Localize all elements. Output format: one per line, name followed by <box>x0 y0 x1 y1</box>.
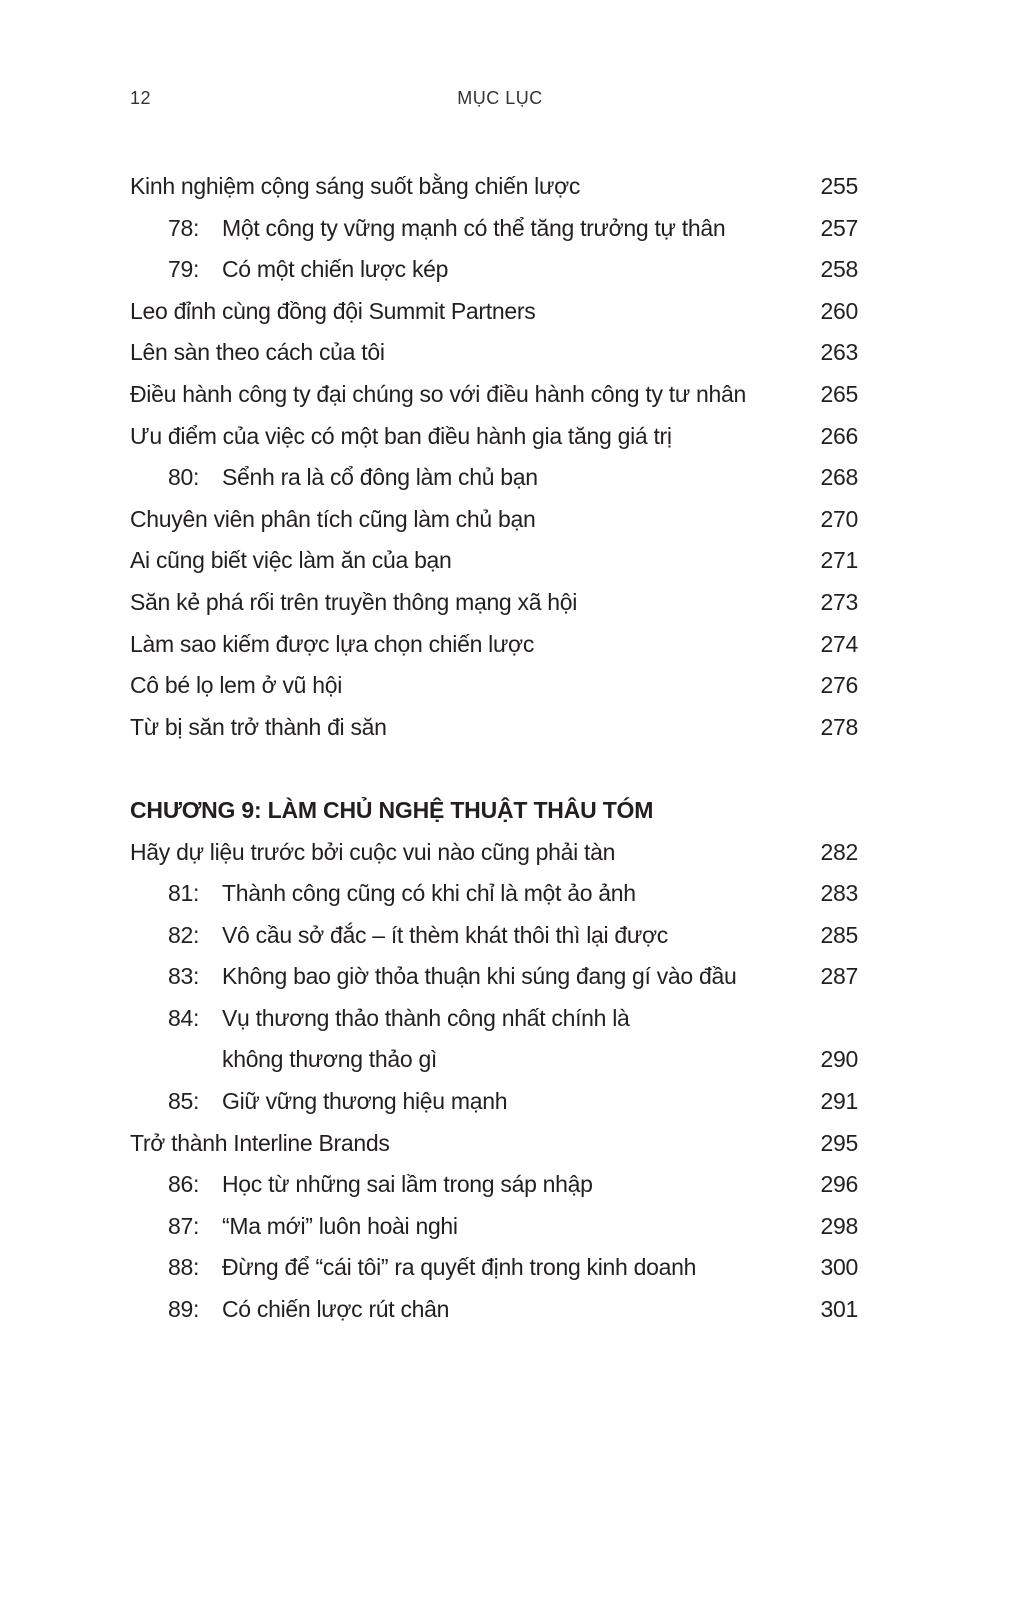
entry-page-number: 287 <box>820 963 858 990</box>
entry-title: Chuyên viên phân tích cũng làm chủ bạn <box>130 505 536 532</box>
entry-page-number: 283 <box>820 880 858 907</box>
entry-title: Cô bé lọ lem ở vũ hội <box>130 672 343 699</box>
entry-title: Học từ những sai lầm trong sáp nhập <box>222 1171 593 1198</box>
toc-entry <box>130 1164 858 1206</box>
entry-title: Ai cũng biết việc làm ăn của bạn <box>130 547 452 574</box>
toc-entry <box>130 998 858 1040</box>
entry-title: Một công ty vững mạnh có thể tăng trưởng tự thân <box>222 214 726 241</box>
running-header-title: MỤC LỤC <box>457 88 543 108</box>
toc-entry <box>130 166 858 208</box>
entry-number: 89: <box>168 1296 200 1323</box>
toc-entry <box>130 873 858 915</box>
toc-entry <box>130 1247 858 1289</box>
entry-page-number: 298 <box>820 1212 858 1239</box>
entry-title: Săn kẻ phá rối trên truyền thông mạng xã hội <box>130 588 578 615</box>
toc-entry <box>130 499 858 541</box>
entry-page-number: 271 <box>820 547 858 574</box>
entry-page-number: 258 <box>820 256 858 283</box>
entry-page-number: 274 <box>820 630 858 657</box>
toc-section-2 <box>130 832 858 1331</box>
toc-entry <box>130 915 858 957</box>
entry-number: 80: <box>168 464 200 491</box>
entry-number: 78: <box>168 214 200 241</box>
entry-number: 88: <box>168 1254 200 1281</box>
entry-page-number: 291 <box>820 1088 858 1115</box>
entry-title: Thành công cũng có khi chỉ là một ảo ảnh <box>222 880 636 907</box>
entry-title: Ưu điểm của việc có một ban điều hành gia tăng giá trị <box>130 422 672 449</box>
entry-title: Lên sàn theo cách của tôi <box>130 339 385 366</box>
entry-title: Sểnh ra là cổ đông làm chủ bạn <box>222 464 538 491</box>
entry-page-number: 273 <box>820 588 858 615</box>
entry-title: Có chiến lược rút chân <box>222 1296 450 1323</box>
toc-entry <box>130 624 858 666</box>
entry-page-number: 276 <box>820 672 858 699</box>
toc-entry <box>130 1123 858 1165</box>
toc-entry <box>130 1081 858 1123</box>
entry-title: “Ma mới” luôn hoài nghi <box>222 1212 458 1239</box>
entry-title: Điều hành công ty đại chúng so với điều hành công ty tư nhân <box>130 380 747 407</box>
entry-title: Trở thành Interline Brands <box>130 1129 390 1156</box>
entry-title: Có một chiến lược kép <box>222 256 449 283</box>
entry-title: Đừng để “cái tôi” ra quyết định trong kinh doanh <box>222 1254 697 1281</box>
toc-section-1 <box>130 166 858 748</box>
toc-entry <box>130 249 858 291</box>
entry-page-number: 301 <box>820 1296 858 1323</box>
entry-page-number: 265 <box>820 380 858 407</box>
entry-page-number: 263 <box>820 339 858 366</box>
toc-entry <box>130 374 858 416</box>
entry-number: 87: <box>168 1212 200 1239</box>
entry-number: 82: <box>168 921 200 948</box>
entry-page-number: 290 <box>820 1046 858 1073</box>
entry-page-number: 296 <box>820 1171 858 1198</box>
chapter-heading: CHƯƠNG 9: LÀM CHỦ NGHỆ THUẬT THÂU TÓM <box>130 796 654 823</box>
entry-title: không thương thảo gì <box>222 1046 438 1073</box>
entry-page-number: 278 <box>820 713 858 740</box>
toc-entry <box>130 1206 858 1248</box>
entry-page-number: 257 <box>820 214 858 241</box>
toc-entry <box>130 1289 858 1331</box>
entry-page-number: 260 <box>820 297 858 324</box>
entry-title: Leo đỉnh cùng đồng đội Summit Partners <box>130 297 536 324</box>
entry-page-number: 300 <box>820 1254 858 1281</box>
toc-entry <box>130 1039 858 1081</box>
entry-page-number: 282 <box>820 838 858 865</box>
entry-title: Vụ thương thảo thành công nhất chính là <box>222 1004 630 1031</box>
toc-entry <box>130 540 858 582</box>
entry-page-number: 266 <box>820 422 858 449</box>
entry-number: 83: <box>168 963 200 990</box>
entry-title: Không bao giờ thỏa thuận khi súng đang gí vào đầu <box>222 963 737 990</box>
toc-entry <box>130 707 858 749</box>
toc-entry <box>130 582 858 624</box>
entry-page-number: 295 <box>820 1129 858 1156</box>
toc-entry <box>130 208 858 250</box>
entry-title: Giữ vững thương hiệu mạnh <box>222 1088 508 1115</box>
toc-entry <box>130 291 858 333</box>
entry-title: Từ bị săn trở thành đi săn <box>130 713 387 740</box>
entry-number: 79: <box>168 256 200 283</box>
entry-page-number: 255 <box>820 173 858 199</box>
table-of-contents <box>130 166 858 1331</box>
entry-number: 84: <box>168 1004 200 1031</box>
entry-title: Hãy dự liệu trước bởi cuộc vui nào cũng phải tàn <box>130 838 616 865</box>
entry-title: Làm sao kiếm được lựa chọn chiến lược <box>130 630 535 657</box>
entry-title: Kinh nghiệm cộng sáng suốt bằng chiến lược <box>130 173 581 199</box>
entry-number: 86: <box>168 1171 200 1198</box>
toc-entry <box>130 956 858 998</box>
entry-page-number: 268 <box>820 464 858 491</box>
entry-title: Vô cầu sở đắc – ít thèm khát thôi thì lại được <box>222 921 668 948</box>
entry-page-number: 285 <box>820 921 858 948</box>
toc-entry <box>130 332 858 374</box>
toc-entry <box>130 665 858 707</box>
toc-entry <box>130 457 858 499</box>
entry-number: 81: <box>168 880 200 907</box>
page-number: 12 <box>130 88 152 108</box>
entry-page-number: 270 <box>820 505 858 532</box>
entry-number: 85: <box>168 1088 200 1115</box>
toc-entry <box>130 832 858 874</box>
toc-entry <box>130 416 858 458</box>
